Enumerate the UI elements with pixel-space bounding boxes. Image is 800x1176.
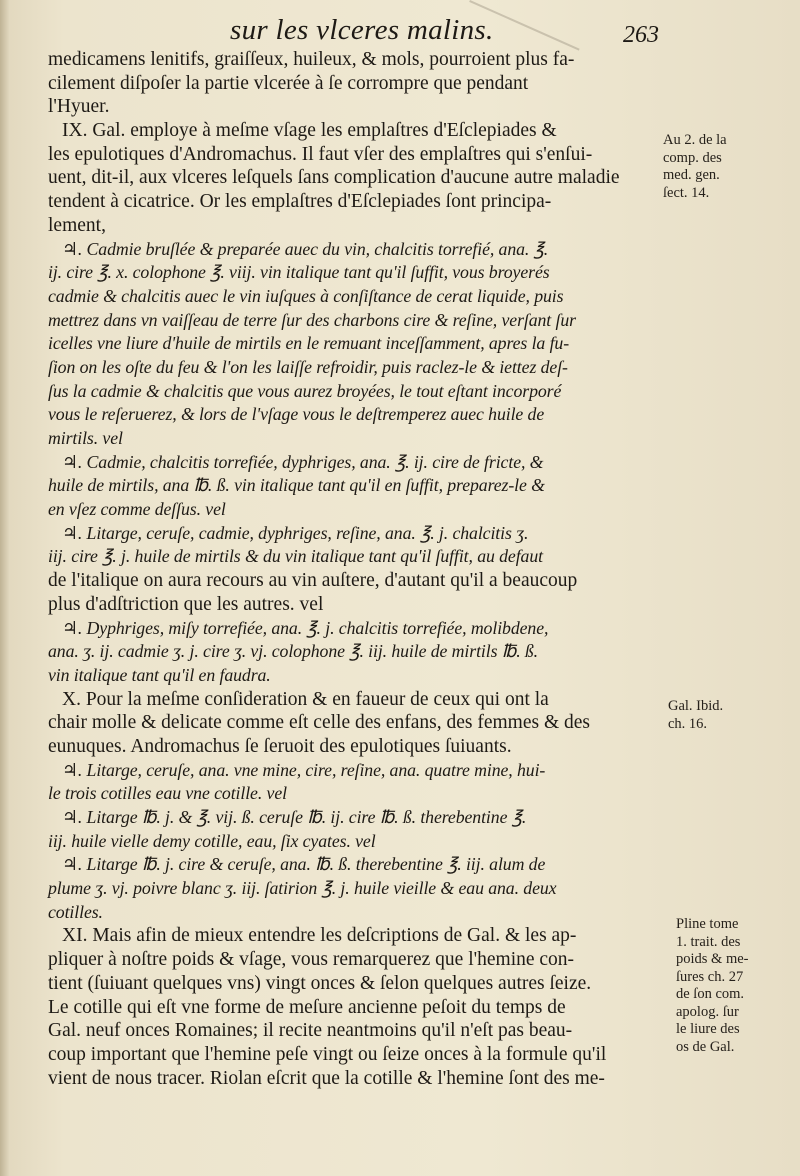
text-line: cotilles. [48, 901, 103, 922]
text-line: ♃. Litarge, ceruſe, ana. vne mine, cire, reſine, ana. quatre mine, hui- [62, 759, 546, 780]
text-line: icelles vne liure d'huile de mirtils en le remuant inceſſamment, apres la fu- [48, 333, 570, 354]
margin-note-1 [663, 132, 763, 202]
text-line: en vſez comme deſſus. vel [48, 499, 226, 520]
text-line: mettrez dans vn vaiſſeau de terre ſur des charbons cire & reſine, verſant ſur [48, 309, 576, 330]
text-line: ♃. Cadmie, chalcitis torrefiée, dyphriges, ana. ℥. ij. cire de fricte, & [62, 451, 544, 472]
margin-note-line: Gal. Ibid. [668, 698, 724, 714]
text-line: cilement diſpoſer la partie vlcerée à ſe corrompre que pendant [48, 72, 529, 94]
page-header [40, 10, 660, 50]
text-line: vient de nous tracer. Riolan eſcrit que la cotille & l'hemine ſont des me- [48, 1067, 605, 1089]
text-line: ♃. Litarge, ceruſe, cadmie, dyphriges, reſine, ana. ℥. j. chalcitis ʒ. [62, 522, 529, 543]
text-line: ♃. Litarge ℔. j. & ℥. vij. ß. ceruſe ℔. ij. cire ℔. ß. therebentine ℥. [62, 807, 527, 827]
margin-note-line: apolog. ſur [676, 1003, 739, 1020]
text-line: ♃. Dyphriges, miſy torrefiée, ana. ℥. j. chalcitis torrefiée, molibdene, [62, 617, 549, 638]
text-line: uent, dit-il, aux vlceres leſquels ſans complication d'aucune autre maladie [48, 167, 620, 189]
margin-note-line: poids & me- [676, 951, 749, 967]
text-line: lement, [48, 214, 106, 236]
margin-note-line: le liure des [676, 1021, 740, 1037]
body-text [48, 48, 660, 1090]
text-line: ſion on les oſte du feu & l'on les laiſſe refroidir, puis raclez-le & iettez deſ- [48, 356, 568, 377]
margin-note-line: Pline tome [676, 916, 739, 932]
text-line: chair molle & delicate comme eſt celle des enfans, des femmes & des [48, 712, 591, 734]
text-line: iij. huile vielle demy cotille, eau, ſix cyates. vel [48, 830, 376, 851]
text-line: huile de mirtils, ana ℔. ß. vin italique tant qu'il en ſuffit, preparez-le & [48, 475, 545, 496]
text-line: tendent à cicatrice. Or les emplaſtres d'Eſclepiades ſont principa- [48, 191, 552, 213]
margin-note-line: de ſon com. [676, 986, 745, 1002]
text-line: iij. cire ℥. j. huile de mirtils & du vin italique tant qu'il ſuffit, au defaut [48, 546, 543, 567]
text-line: mirtils. vel [48, 428, 123, 448]
margin-note-line: Au 2. de la [663, 132, 727, 148]
text-line: de l'italique on aura recours au vin auſtere, d'autant qu'il a beaucoup [48, 570, 578, 592]
text-line: l'Hyuer. [48, 96, 110, 118]
text-line: ♃. Cadmie bruſlée & preparée auec du vin, chalcitis torrefié, ana. ℥. [62, 238, 549, 259]
text-line: Gal. neuf onces Romaines; il recite neantmoins qu'il n'eſt pas beau- [48, 1020, 573, 1042]
text-line: X. Pour la meſme conſideration & en faueur de ceux qui ont la [62, 688, 549, 710]
text-line: IX. Gal. employe à meſme vſage les emplaſtres d'Eſclepiades & [62, 120, 557, 142]
text-line: plus d'adſtriction que les autres. vel [48, 593, 324, 615]
margin-note-2 [668, 698, 768, 733]
text-line: medicamens lenitifs, graiſſeux, huileux, & mols, pourroient plus fa- [48, 49, 575, 70]
text-line: vin italique tant qu'il en faudra. [48, 664, 271, 685]
text-line: cadmie & chalcitis auec le vin iuſques à conſiſtance de cerat liquide, puis [48, 285, 564, 306]
margin-note-line: ch. 16. [668, 715, 708, 732]
text-line: les epulotiques d'Andromachus. Il faut vſer des emplaſtres qui s'enſui- [48, 143, 593, 165]
page-spine-shadow [0, 0, 10, 1176]
text-line: vous le reſeruerez, & lors de l'vſage vous le deſtremperez auec huile de [48, 404, 545, 425]
margin-note-line: ſures ch. 27 [676, 968, 744, 985]
margin-note-line: med. gen. [663, 167, 720, 183]
text-line: pliquer à noſtre poids & vſage, vous remarquerez que l'hemine con- [48, 949, 575, 971]
text-line: Le cotille qui eſt vne forme de meſure ancienne peſoit du temps de [48, 996, 566, 1018]
text-line: tient (ſuiuant quelques vns) vingt onces & ſelon quelques autres ſeize. [48, 972, 592, 994]
text-line: ſus la cadmie & chalcitis que vous aurez broyées, le tout eſtant incorporé [48, 380, 562, 401]
text-line: plume ʒ. vj. poivre blanc ʒ. iij. ſatirion ℥. j. huile vieille & eau ana. deux [48, 878, 557, 899]
text-line: le trois cotilles eau vne cotille. vel [48, 783, 287, 804]
text-line: ana. ʒ. ij. cadmie ʒ. j. cire ʒ. vj. colophone ℥. iij. huile de mirtils ℔. ß. [48, 641, 539, 662]
margin-note-line: 1. trait. des [676, 933, 741, 950]
page-number: 263 [623, 22, 659, 48]
margin-note-line: ſect. 14. [663, 184, 710, 201]
margin-note-3 [676, 916, 776, 1056]
text-line: XI. Mais afin de mieux entendre les deſcriptions de Gal. & les ap- [62, 925, 577, 947]
text-line: eunuques. Andromachus ſe ſeruoit des epulotiques ſuiuants. [48, 735, 512, 757]
text-line: ♃. Litarge ℔. j. cire & ceruſe, ana. ℔. ß. therebentine ℥. iij. alum de [62, 854, 546, 875]
text-line: coup important que l'hemine peſe vingt ou ſeize onces à la formule qu'il [48, 1043, 607, 1065]
running-title: sur les vlceres malins. [230, 14, 494, 46]
margin-note-line: comp. des [663, 149, 722, 166]
text-line: ij. cire ℥. x. colophone ℥. viij. vin italique tant qu'il ſuffit, vous broyerés [48, 262, 550, 283]
margin-note-line: os de Gal. [676, 1038, 735, 1055]
